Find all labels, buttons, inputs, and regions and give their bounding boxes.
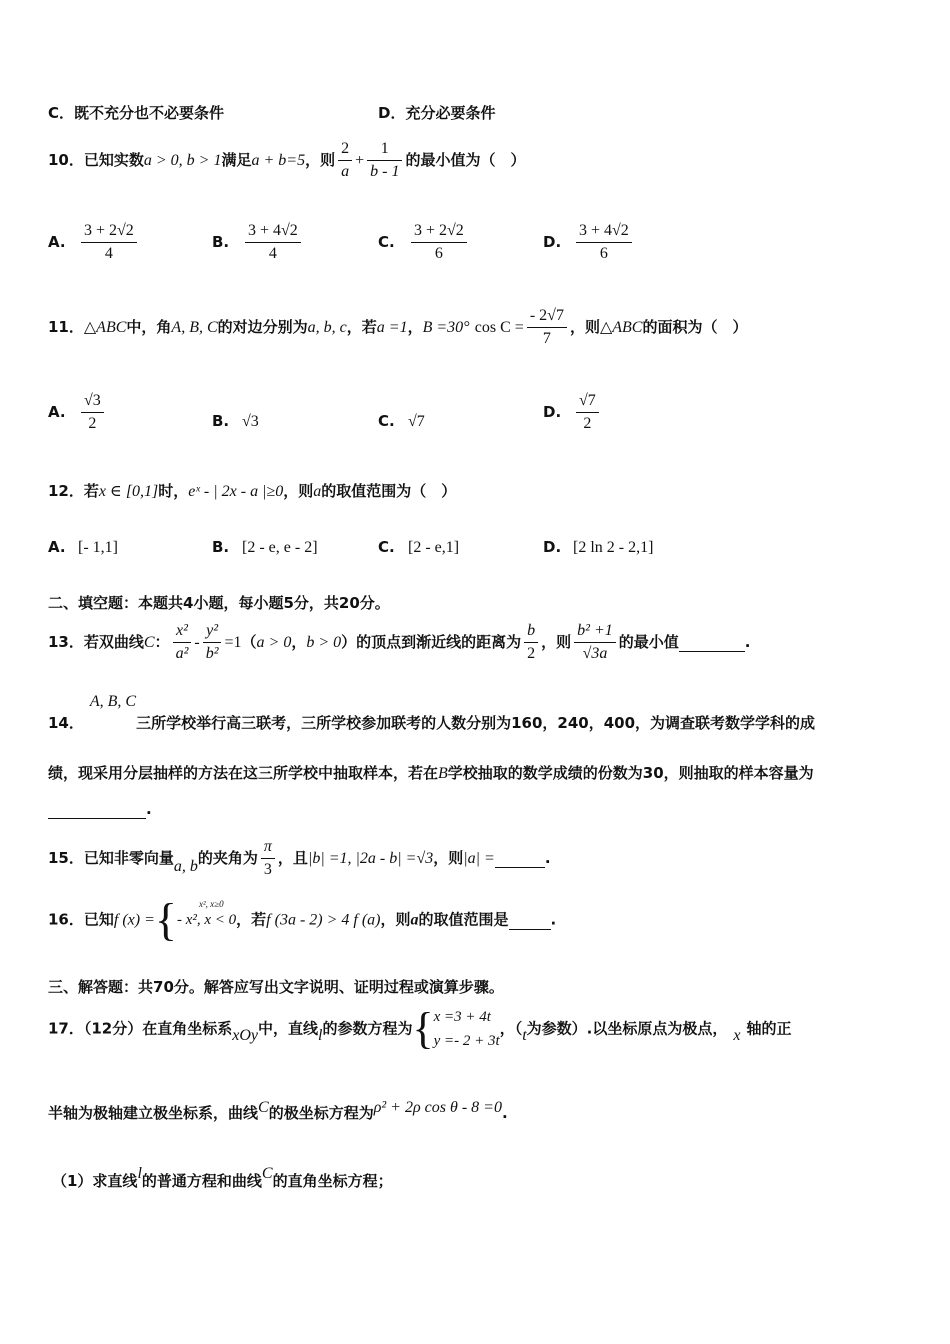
q14-answer-line: . (48, 800, 152, 819)
q14-answer-blank[interactable] (48, 800, 146, 819)
q17-stem-line1: 17．（12分）在直角坐标系xOy中，直线l的参数方程为{ x =3 + 4t y =- 2 + 3t ，（t为参数）.以坐标原点为极点， x 轴的正 (48, 1004, 792, 1053)
section-2-heading: 二、填空题：本题共4小题，每小题5分，共20分。 (48, 594, 390, 612)
q12-option-a[interactable]: A. [- 1,1] (48, 538, 118, 556)
q10-stem: 10．已知实数a > 0, b > 1满足a + b=5，则 $\frac{2}{a}$ + $\frac{1}{b - 1}$ 的最小值为（ ） (48, 140, 526, 180)
q12-stem: 12．若x ∈ [0,1]时，eˣ - | 2x - a |≥0，则a的取值范围为（ ） (48, 482, 457, 500)
q15-answer-blank[interactable] (495, 849, 545, 868)
q12-option-d[interactable]: D. [2 ln 2 - 2,1] (543, 538, 654, 556)
q9-option-d: D．充分必要条件 (378, 104, 496, 122)
q16-stem: 16．已知f (x) ={ x², x≥0 - x², x < 0 ，若f (3a - 2) > 4 f (a)，则a的取值范围是 . (48, 894, 557, 945)
q9-option-c: C．既不充分也不必要条件 (48, 104, 225, 122)
q17-part-1: （1）求直线l的普通方程和曲线C的直角坐标方程； (52, 1165, 393, 1190)
q11-option-d[interactable]: D. $\frac{√7}{2}$ (543, 392, 602, 433)
q11-option-b[interactable]: B. √3 (212, 412, 259, 430)
q12-option-b[interactable]: B. [2 - e, e - 2] (212, 538, 318, 556)
q10-option-a[interactable]: A. $\frac{3 + 2√2}{4}$ (48, 222, 140, 263)
q10-fraction-1: $\frac{2}{a}$ (338, 140, 352, 181)
q10-option-d[interactable]: D. $\frac{3 + 4√2}{6}$ (543, 222, 635, 263)
q17-stem-line2: 半轴为极轴建立极坐标系，曲线C的极坐标方程为ρ² + 2ρ cos θ - 8 =0. (48, 1099, 508, 1122)
q11-stem: 11．△ABC中，角A, B, C的对边分别为a, b, c，若a =1，B =30° cos C = $\frac{- 2√7}{7}$ ，则△ABC的面积为（ ） (48, 307, 748, 347)
q14-stem-line2: 绩，现采用分层抽样的方法在这三所学校中抽取样本，若在B学校抽取的数学成绩的份数为30，则抽取的样本容量为 (48, 764, 814, 782)
q14-stem-line1: 14．A, B, C三所学校举行高三联考，三所学校参加联考的人数分别为160，240，400，为调查联考数学学科的成 (48, 693, 816, 732)
q13-stem: 13．若双曲线C： $\frac{\text{x²}}{\text{a²}}$ - $\frac{\text{y²}}{\text{b²}}$ =1（a > 0，b > 0）的顶点到渐近线的距离为 $\frac{b}{2}$ ，则 $\frac{\text{b² +1}}{√3a}$ 的最小值 . (48, 622, 751, 662)
section-3-heading: 三、解答题：共70分。解答应写出文字说明、证明过程或演算步骤。 (48, 978, 504, 996)
q11-option-a[interactable]: A. $\frac{√3}{2}$ (48, 392, 107, 433)
q11-option-c[interactable]: C. √7 (378, 412, 425, 430)
q10-option-c[interactable]: C. $\frac{3 + 2√2}{6}$ (378, 222, 470, 263)
q12-option-c[interactable]: C. [2 - e,1] (378, 538, 460, 556)
q10-fraction-2: $\frac{1}{b - 1}$ (367, 140, 402, 181)
q13-answer-blank[interactable] (679, 633, 745, 652)
q10-option-b[interactable]: B. $\frac{3 + 4√2}{4}$ (212, 222, 304, 263)
q15-stem: 15．已知非零向量a, b的夹角为 $\frac{\pi}{3}$ ，且|b| =1, |2a - b| =√3，则|a| = . (48, 838, 551, 878)
q16-answer-blank[interactable] (509, 911, 551, 930)
